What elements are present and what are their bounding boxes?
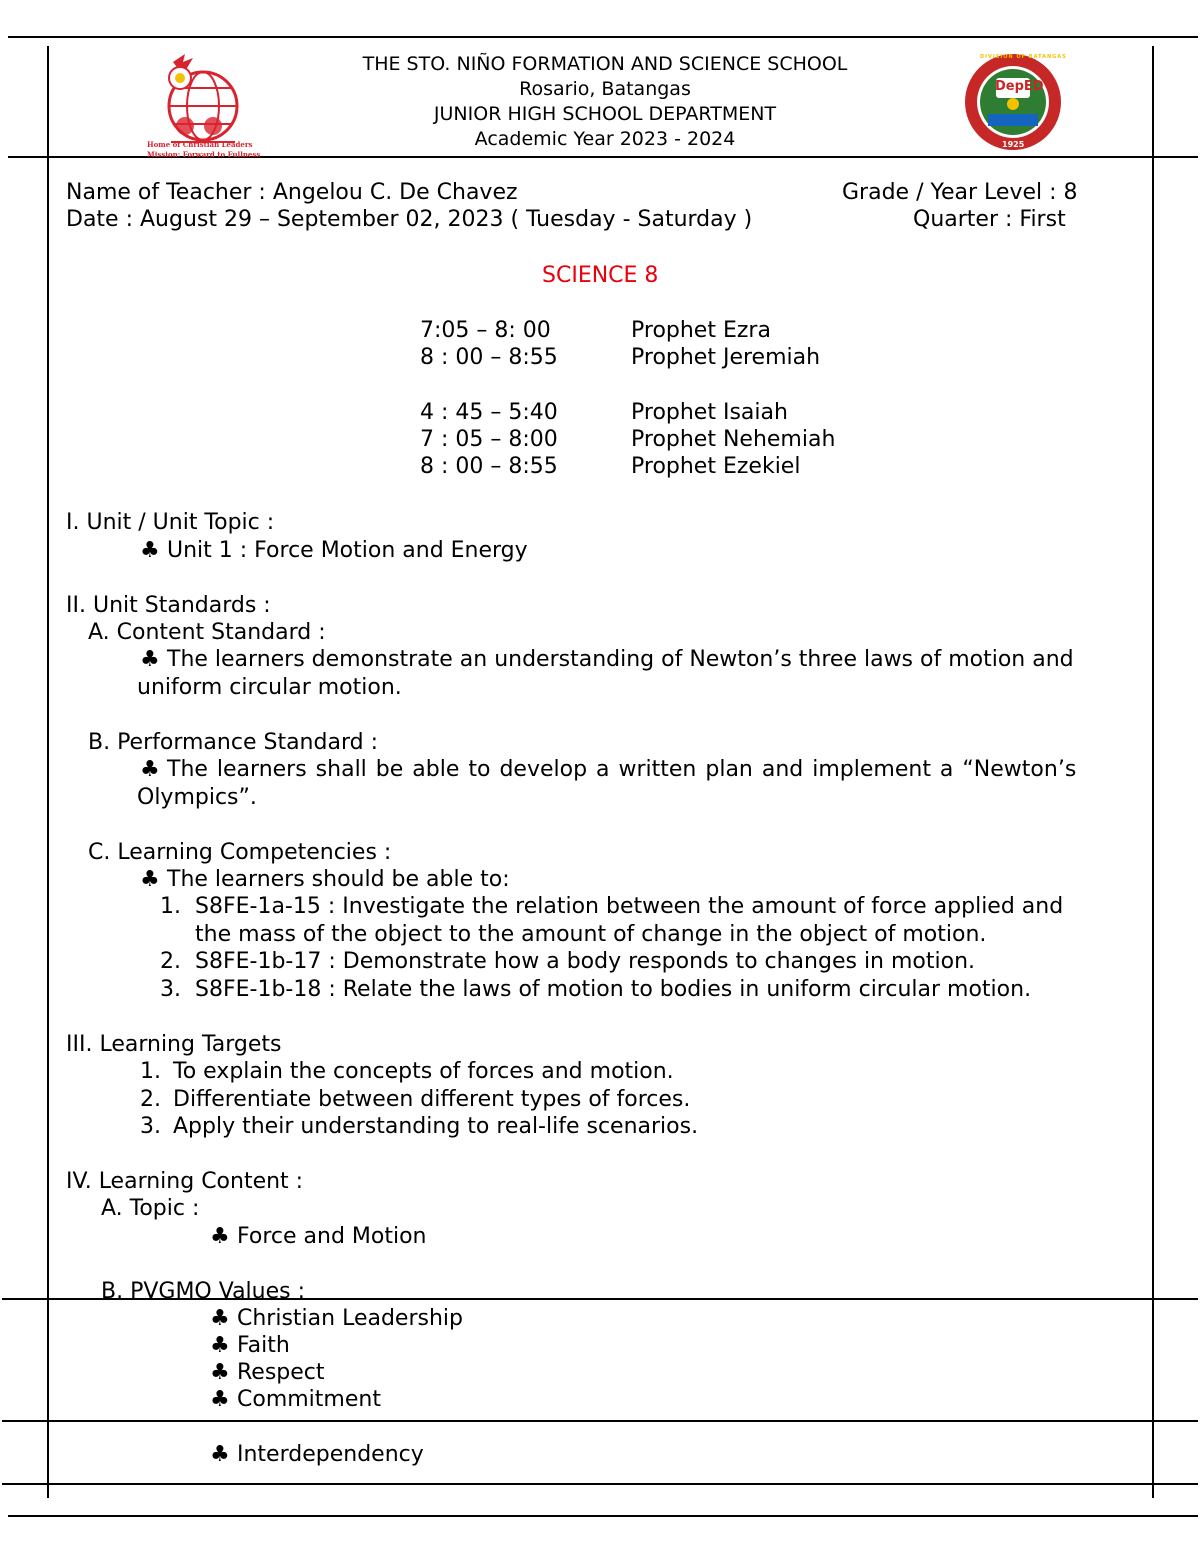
bullet-icon: ♣ [140, 867, 160, 892]
performance-standard-text-1: The learners shall be able to develop a written plan and implement a “Newton’s [167, 757, 1077, 782]
division-seal [962, 52, 1067, 152]
department: JUNIOR HIGH SCHOOL DEPARTMENT [433, 103, 777, 125]
competency-text: S8FE-1b-17 : Demonstrate how a body responds to changes in motion. [195, 949, 976, 974]
competencies-heading: C. Learning Competencies : [88, 840, 392, 865]
schedule-time: 4 : 45 – 5:40 [420, 400, 558, 425]
content-standard-text-2: uniform circular motion. [137, 675, 402, 700]
competency-text: S8FE-1b-18 : Relate the laws of motion to bodies in uniform circular motion. [195, 977, 1032, 1002]
division-seal-year: 1925 [1002, 140, 1025, 149]
school-logo-motto-1: Home of Christian Leaders [147, 140, 253, 149]
border-left [47, 46, 49, 1498]
value-item: Commitment [237, 1387, 381, 1412]
lesson-date: Date : August 29 – September 02, 2023 ( Tuesday - Saturday ) [66, 207, 753, 232]
competency-text: S8FE-1a-15 : Investigate the relation between the amount of force applied and [195, 894, 1064, 919]
bullet-icon: ♣ [210, 1442, 230, 1467]
division-seal-center-text: DepED [995, 79, 1044, 94]
value-item: Interdependency [237, 1442, 424, 1467]
target-text: To explain the concepts of forces and motion. [173, 1059, 674, 1084]
competency-text-continued: the mass of the object to the amount of change in the object of motion. [195, 922, 987, 947]
bullet-icon: ♣ [210, 1333, 230, 1358]
schedule-section: Prophet Nehemiah [631, 427, 836, 452]
schedule-time: 8 : 00 – 8:55 [420, 345, 558, 370]
border-lower-2 [2, 1420, 1198, 1422]
school-logo-motto-2: Mission: Forward to Fullness [147, 150, 261, 159]
bullet-icon: ♣ [210, 1224, 230, 1249]
school-logo [135, 48, 265, 160]
school-header [300, 52, 910, 152]
border-lower-3 [2, 1483, 1198, 1485]
bullet-icon: ♣ [140, 538, 160, 563]
competencies-intro: The learners should be able to: [167, 867, 510, 892]
border-right [1152, 46, 1154, 1498]
bullet-icon: ♣ [210, 1306, 230, 1331]
content-standard-heading: A. Content Standard : [88, 620, 326, 645]
schedule-section: Prophet Jeremiah [631, 345, 821, 370]
topic-heading: A. Topic : [101, 1196, 200, 1221]
bullet-icon: ♣ [140, 757, 160, 782]
content-standard-text-1: The learners demonstrate an understanding of Newton’s three laws of motion and [167, 647, 1074, 672]
section-1-heading: I. Unit / Unit Topic : [66, 510, 275, 535]
section-2-heading: II. Unit Standards : [66, 593, 271, 618]
competency-number: 2. [160, 949, 181, 974]
unit-topic: Unit 1 : Force Motion and Energy [167, 538, 528, 563]
section-4-heading: IV. Learning Content : [66, 1169, 304, 1194]
competency-number: 1. [160, 894, 181, 919]
schedule-time: 7:05 – 8: 00 [420, 318, 551, 343]
competency-number: 3. [160, 977, 181, 1002]
performance-standard-text-2: Olympics”. [137, 785, 257, 810]
schedule-time: 7 : 05 – 8:00 [420, 427, 558, 452]
school-location: Rosario, Batangas [519, 78, 691, 100]
values-heading: B. PVGMO Values : [101, 1279, 306, 1304]
target-text: Apply their understanding to real-life scenarios. [173, 1114, 699, 1139]
target-number: 2. [140, 1087, 161, 1112]
target-text: Differentiate between different types of forces. [173, 1087, 691, 1112]
bullet-icon: ♣ [140, 647, 160, 672]
value-item: Christian Leadership [237, 1306, 463, 1331]
performance-standard-heading: B. Performance Standard : [88, 730, 378, 755]
schedule-section: Prophet Ezra [631, 318, 771, 343]
schedule-section: Prophet Isaiah [631, 400, 788, 425]
value-item: Faith [237, 1333, 290, 1358]
schedule-section: Prophet Ezekiel [631, 454, 801, 479]
division-seal-ring-text: DIVISION OF BATANGAS [980, 54, 1067, 60]
school-name: THE STO. NIÑO FORMATION AND SCIENCE SCHOOL [362, 53, 848, 75]
schedule-time: 8 : 00 – 8:55 [420, 454, 558, 479]
teacher-name: Name of Teacher : Angelou C. De Chavez [66, 180, 518, 205]
bullet-icon: ♣ [210, 1387, 230, 1412]
subject-title: SCIENCE 8 [542, 263, 659, 288]
academic-year: Academic Year 2023 - 2024 [474, 128, 736, 150]
grade-level: Grade / Year Level : 8 [842, 180, 1078, 205]
target-number: 1. [140, 1059, 161, 1084]
border-top [8, 36, 1198, 38]
section-3-heading: III. Learning Targets [66, 1032, 282, 1057]
topic-text: Force and Motion [237, 1224, 427, 1249]
target-number: 3. [140, 1114, 161, 1139]
quarter: Quarter : First [913, 207, 1066, 232]
value-item: Respect [237, 1360, 325, 1385]
bullet-icon: ♣ [210, 1360, 230, 1385]
border-bottom [8, 1515, 1198, 1517]
